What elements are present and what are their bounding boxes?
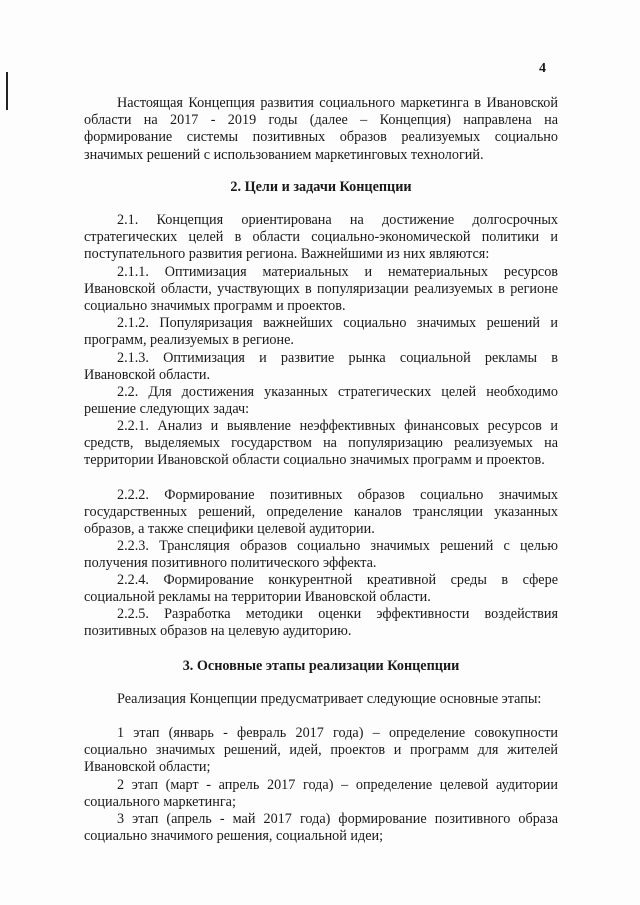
paragraph-2-1-3: 2.1.3. Оптимизация и развитие рынка социальной рекламы в Ивановской области.: [84, 350, 558, 384]
paragraph-2-1: 2.1. Концепция ориентирована на достижение долгосрочных стратегических целей в области социально-экономической политики и поступательного развития региона. Важнейшими из них являются:: [84, 212, 558, 263]
paragraph-2-1-1: 2.1.1. Оптимизация материальных и нематериальных ресурсов Ивановской области, участвующих в популяризации реализуемых в регионе социально значимых программ и проектов.: [84, 264, 558, 315]
paragraph-2-2-5: 2.2.5. Разработка методики оценки эффективности воздействия позитивных образов на целевую аудиторию.: [84, 606, 558, 640]
section-2-title: 2. Цели и задачи Концепции: [230, 179, 412, 195]
paragraph-2-2-2: 2.2.2. Формирование позитивных образов социально значимых государственных решений, определение каналов трансляции указанных образов, а также специфики целевой аудитории.: [84, 487, 558, 538]
page-number: 4: [539, 61, 546, 76]
paragraph-2-2-1: 2.2.1. Анализ и выявление неэффективных финансовых ресурсов и средств, выделяемых государством на популяризацию реализуемых на территории Ивановской области социально значимых программ и проектов.: [84, 418, 558, 469]
stage-1: 1 этап (январь - февраль 2017 года) – определение совокупности социально значимых решений, идей, проектов и программ для жителей Ивановской области;: [84, 725, 558, 776]
paragraph-2-2: 2.2. Для достижения указанных стратегических целей необходимо решение следующих задач:: [84, 384, 558, 418]
stage-3: 3 этап (апрель - май 2017 года) формирование позитивного образа социально значимого решения, социальной идеи;: [84, 811, 558, 845]
stages-intro: Реализация Концепции предусматривает следующие основные этапы:: [117, 691, 542, 707]
margin-mark: [6, 72, 8, 110]
section-3-title: 3. Основные этапы реализации Концепции: [182, 658, 460, 674]
stage-2: 2 этап (март - апрель 2017 года) – определение целевой аудитории социального маркетинга;: [84, 777, 558, 811]
intro-paragraph: Настоящая Концепция развития социального маркетинга в Ивановской области на 2017 - 2019 годы (далее – Концепция) направлена на формирование системы позитивных образов реализуемых социально значимых решений с использованием маркетинговых технологий.: [84, 95, 558, 163]
paragraph-2-2-3: 2.2.3. Трансляция образов социально значимых решений с целью получения позитивного политического эффекта.: [84, 538, 558, 572]
paragraph-2-2-4: 2.2.4. Формирование конкурентной креативной среды в сфере социальной рекламы на территории Ивановской области.: [84, 572, 558, 606]
paragraph-2-1-2: 2.1.2. Популяризация важнейших социально значимых решений и программ, реализуемых в регионе.: [84, 315, 558, 349]
